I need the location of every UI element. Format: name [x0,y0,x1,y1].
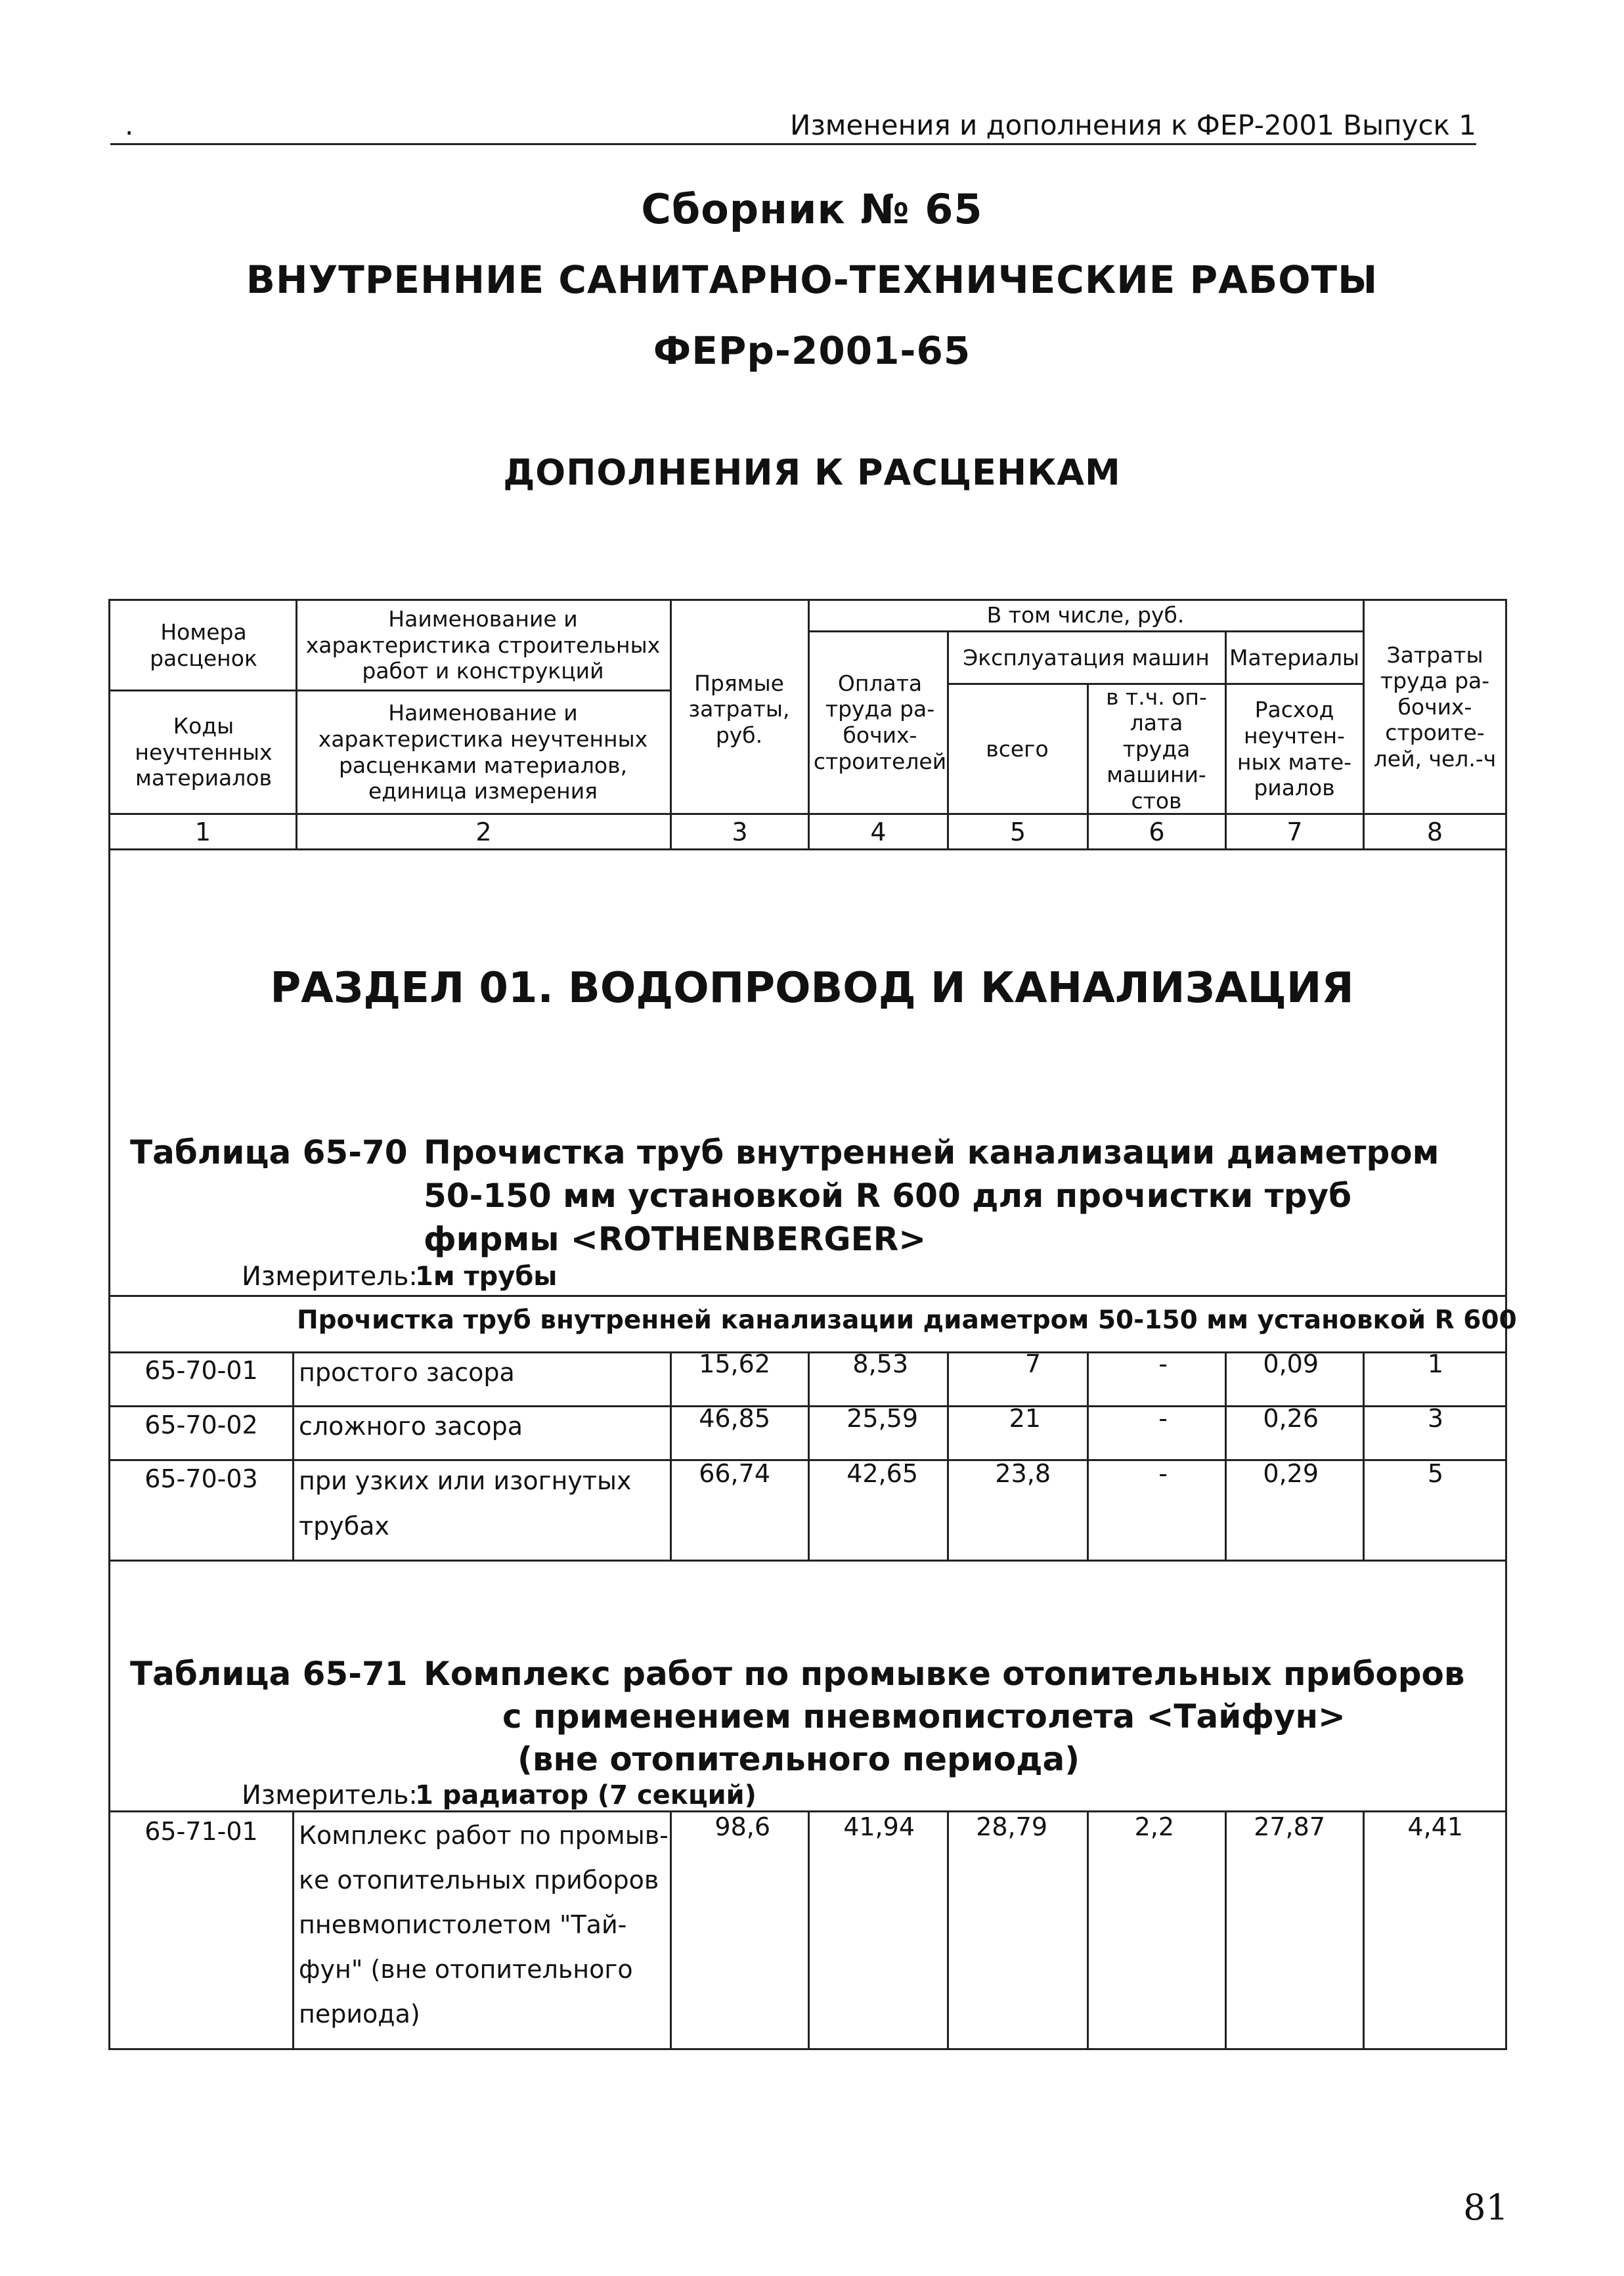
labor-costs: 4,41 [1407,1812,1463,1841]
running-title: Изменения и дополнения к ФЕР-2001 Выпуск 1 [790,109,1476,141]
column-number: 8 [1426,817,1443,846]
table-65-70-title-line: Прочистка труб внутренней канализации диаметром [424,1133,1439,1171]
direct-costs: 98,6 [714,1812,770,1841]
table-65-70-title-line: фирмы <ROTHENBERGER> [424,1220,927,1258]
table-65-71-title-line: Комплекс работ по промывке отопительных приборов [424,1655,1465,1693]
machines-total: 23,8 [995,1459,1051,1488]
materials-consumption: 0,29 [1263,1459,1319,1488]
rate-name: периода) [299,2000,420,2028]
grid-line [1363,1351,1365,1560]
column-number: 6 [1149,817,1165,846]
header-dot: . [125,109,134,141]
grid-line [1363,599,1365,848]
header-labor: Затраты труда ра-бочих-строите-лей, чел.-ч [1373,642,1497,772]
machines-total: 21 [1009,1404,1041,1433]
grid-line [292,1810,294,2048]
table-65-71-label: Таблица 65-71 [130,1655,408,1693]
rate-code: 65-70-02 [144,1411,258,1439]
header-materials-consumption: Расход неучтен-ных мате-риалов [1237,697,1352,801]
machines-total: 28,79 [976,1812,1047,1841]
header-rate-numbers: Номера расценок [150,619,257,671]
machines-total: 7 [1024,1349,1041,1378]
grid-line [1225,1810,1227,2048]
grid-line [292,1351,294,1560]
labor-costs: 1 [1427,1349,1443,1378]
header-work-name: Наименование и характеристика строительных работ и конструкций [305,606,661,684]
machinist-pay: - [1158,1349,1168,1378]
grid-line [108,1560,1507,1562]
column-number: 2 [475,817,492,846]
subject-title: ВНУТРЕННИЕ САНИТАРНО-ТЕХНИЧЕСКИЕ РАБОТЫ [246,257,1378,302]
header-material-name: Наименование и характеристика неучтенных расценками материалов, единица измерения [318,700,648,804]
table-65-70-subheading: Прочистка труб внутренней канализации диаметром 50-150 мм установкой R 600 [297,1305,1517,1335]
column-number: 3 [732,817,748,846]
grid-line [808,599,810,848]
table-65-71-title-line: (вне отопительного периода) [517,1740,1080,1778]
table-65-70-label: Таблица 65-70 [130,1133,408,1171]
grid-line [1225,1351,1227,1560]
column-number: 5 [1009,817,1026,846]
grid-line [1363,1810,1365,2048]
direct-costs: 66,74 [699,1459,770,1488]
worker-pay: 41,94 [843,1812,915,1841]
column-number: 4 [870,817,887,846]
rate-name: пневмопистолетом "Тай- [299,1910,627,1939]
page-number: 81 [1463,2187,1508,2228]
table-65-71-meter-label: Измеритель: [242,1780,418,1810]
grid-line [947,1351,949,1560]
grid-line [808,1351,810,1560]
grid-line [1087,1351,1089,1560]
direct-costs: 15,62 [699,1349,770,1378]
labor-costs: 5 [1427,1459,1443,1488]
rate-name: фун" (вне отопительного [299,1955,633,1984]
header-worker-pay: Оплата труда ра-бочих-строителей [813,670,947,774]
table-65-71-meter-value: 1 радиатор (7 секций) [415,1780,757,1810]
worker-pay: 42,65 [846,1459,918,1488]
rate-code: 65-71-01 [144,1817,258,1846]
rate-name: простого засора [299,1358,515,1387]
column-number: 7 [1286,817,1303,846]
labor-costs: 3 [1427,1404,1443,1433]
rate-name: Комплекс работ по промыв- [299,1821,669,1850]
rate-name: сложного засора [299,1412,523,1441]
section-title: РАЗДЕЛ 01. ВОДОПРОВОД И КАНАЛИЗАЦИЯ [270,964,1354,1013]
machinist-pay: 2,2 [1134,1812,1174,1841]
table-65-70-meter-value: 1м трубы [415,1261,558,1292]
grid-line [947,1810,949,2048]
grid-line [108,848,1507,850]
collection-title: Сборник № 65 [641,185,983,233]
materials-consumption: 0,26 [1263,1404,1319,1433]
grid-line [296,599,297,848]
rate-name: ке отопительных приборов [299,1866,659,1894]
header-material-codes: Коды неучтенных материалов [135,713,273,791]
header-machinist-pay: в т.ч. оп-лата труда машини-стов [1106,684,1207,814]
worker-pay: 25,59 [846,1404,918,1433]
column-number: 1 [194,817,211,846]
rate-name: при узких или изогнутых [299,1466,632,1495]
table-65-70-title-line: 50-150 мм установкой R 600 для прочистки труб [424,1177,1351,1215]
rate-name: трубах [299,1512,389,1541]
materials-consumption: 27,87 [1254,1812,1325,1841]
direct-costs: 46,85 [699,1404,770,1433]
machinist-pay: - [1158,1404,1168,1433]
table-65-71-title-line: с применением пневмопистолета <Тайфун> [502,1697,1346,1736]
header-direct-costs: Прямые затраты, руб. [688,670,790,748]
table-65-70-meter-label: Измеритель: [242,1261,418,1292]
grid-line [108,2048,1507,2050]
header-machines: Эксплуатация машин [963,644,1210,670]
grid-line [670,1810,672,2048]
machinist-pay: - [1158,1459,1168,1488]
grid-line [670,599,672,848]
grid-line [808,1810,810,2048]
rate-code: 65-70-01 [144,1356,258,1385]
grid-line [1087,1810,1089,2048]
grid-line [108,1295,1507,1297]
supplement-title: ДОПОЛНЕНИЯ К РАСЦЕНКАМ [503,452,1121,493]
rate-code: 65-70-03 [144,1464,258,1493]
header-including: В том числе, руб. [986,602,1185,628]
worker-pay: 8,53 [852,1349,908,1378]
grid-line [670,1351,672,1560]
code-title: ФЕРр-2001-65 [653,328,971,373]
header-materials: Материалы [1229,644,1359,670]
running-header [110,105,1476,145]
header-machines-total: всего [986,735,1049,762]
materials-consumption: 0,09 [1263,1349,1319,1378]
